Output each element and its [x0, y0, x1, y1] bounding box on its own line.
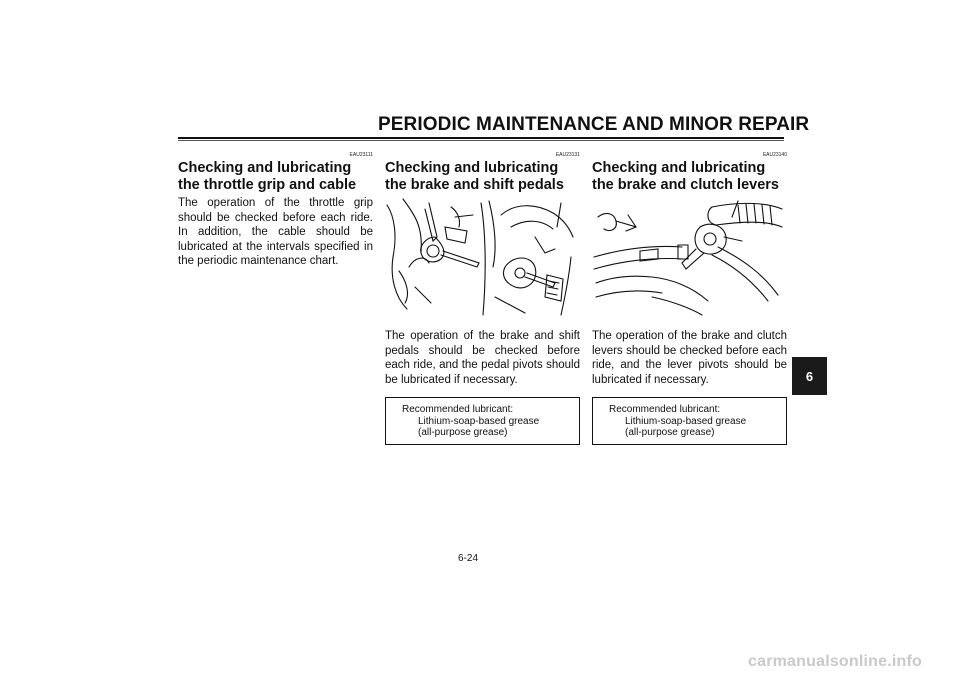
pedals-illustration-svg [385, 197, 577, 317]
page-number: 6-24 [458, 553, 479, 564]
section-body: The operation of the brake and shift pedals should be checked before each ride, and the pedal pivots should be lubricated if necessary. [385, 330, 580, 386]
section-body: The operation of the throttle grip should be checked before each ride. In addition, the cable should be lubricated at the intervals specified in the periodic maintenance chart. [178, 197, 373, 267]
section-title: Checking and lubricating the brake and shift pedals [385, 160, 564, 193]
lubricant-label: Recommended lubricant: [402, 404, 514, 415]
section-throttle-grip [178, 150, 373, 269]
section-brake-shift-pedals [385, 150, 580, 445]
section-code: EAU23140 [762, 152, 787, 158]
page-title: PERIODIC MAINTENANCE AND MINOR REPAIR [378, 114, 810, 135]
lubricant-label: Recommended lubricant: [609, 404, 721, 415]
pedals-illustration [385, 197, 577, 317]
section-code: EAU23111 [349, 152, 373, 158]
levers-illustration [592, 197, 784, 317]
recommended-lubricant-box [592, 397, 787, 445]
section-title: Checking and lubricating the brake and clutch levers [592, 160, 779, 193]
chapter-tab[interactable]: 6 [792, 357, 827, 395]
lubricant-value: Lithium-soap-based grease [418, 415, 540, 427]
section-body: The operation of the brake and clutch levers should be checked before each ride, and the lever pivots should be lubricated if necessary. [592, 330, 787, 386]
section-code: EAU23131 [555, 152, 580, 158]
lubricant-value-note: (all-purpose grease) [625, 427, 715, 438]
recommended-lubricant-box [385, 397, 580, 445]
lubricant-value-note: (all-purpose grease) [418, 427, 508, 438]
levers-illustration-svg [592, 197, 784, 317]
section-title: Checking and lubricating the throttle grip and cable [178, 160, 357, 193]
header-rule [178, 137, 784, 141]
watermark: carmanualsonline.info [748, 653, 923, 670]
lubricant-value: Lithium-soap-based grease [625, 415, 747, 427]
section-brake-clutch-levers [592, 150, 787, 445]
